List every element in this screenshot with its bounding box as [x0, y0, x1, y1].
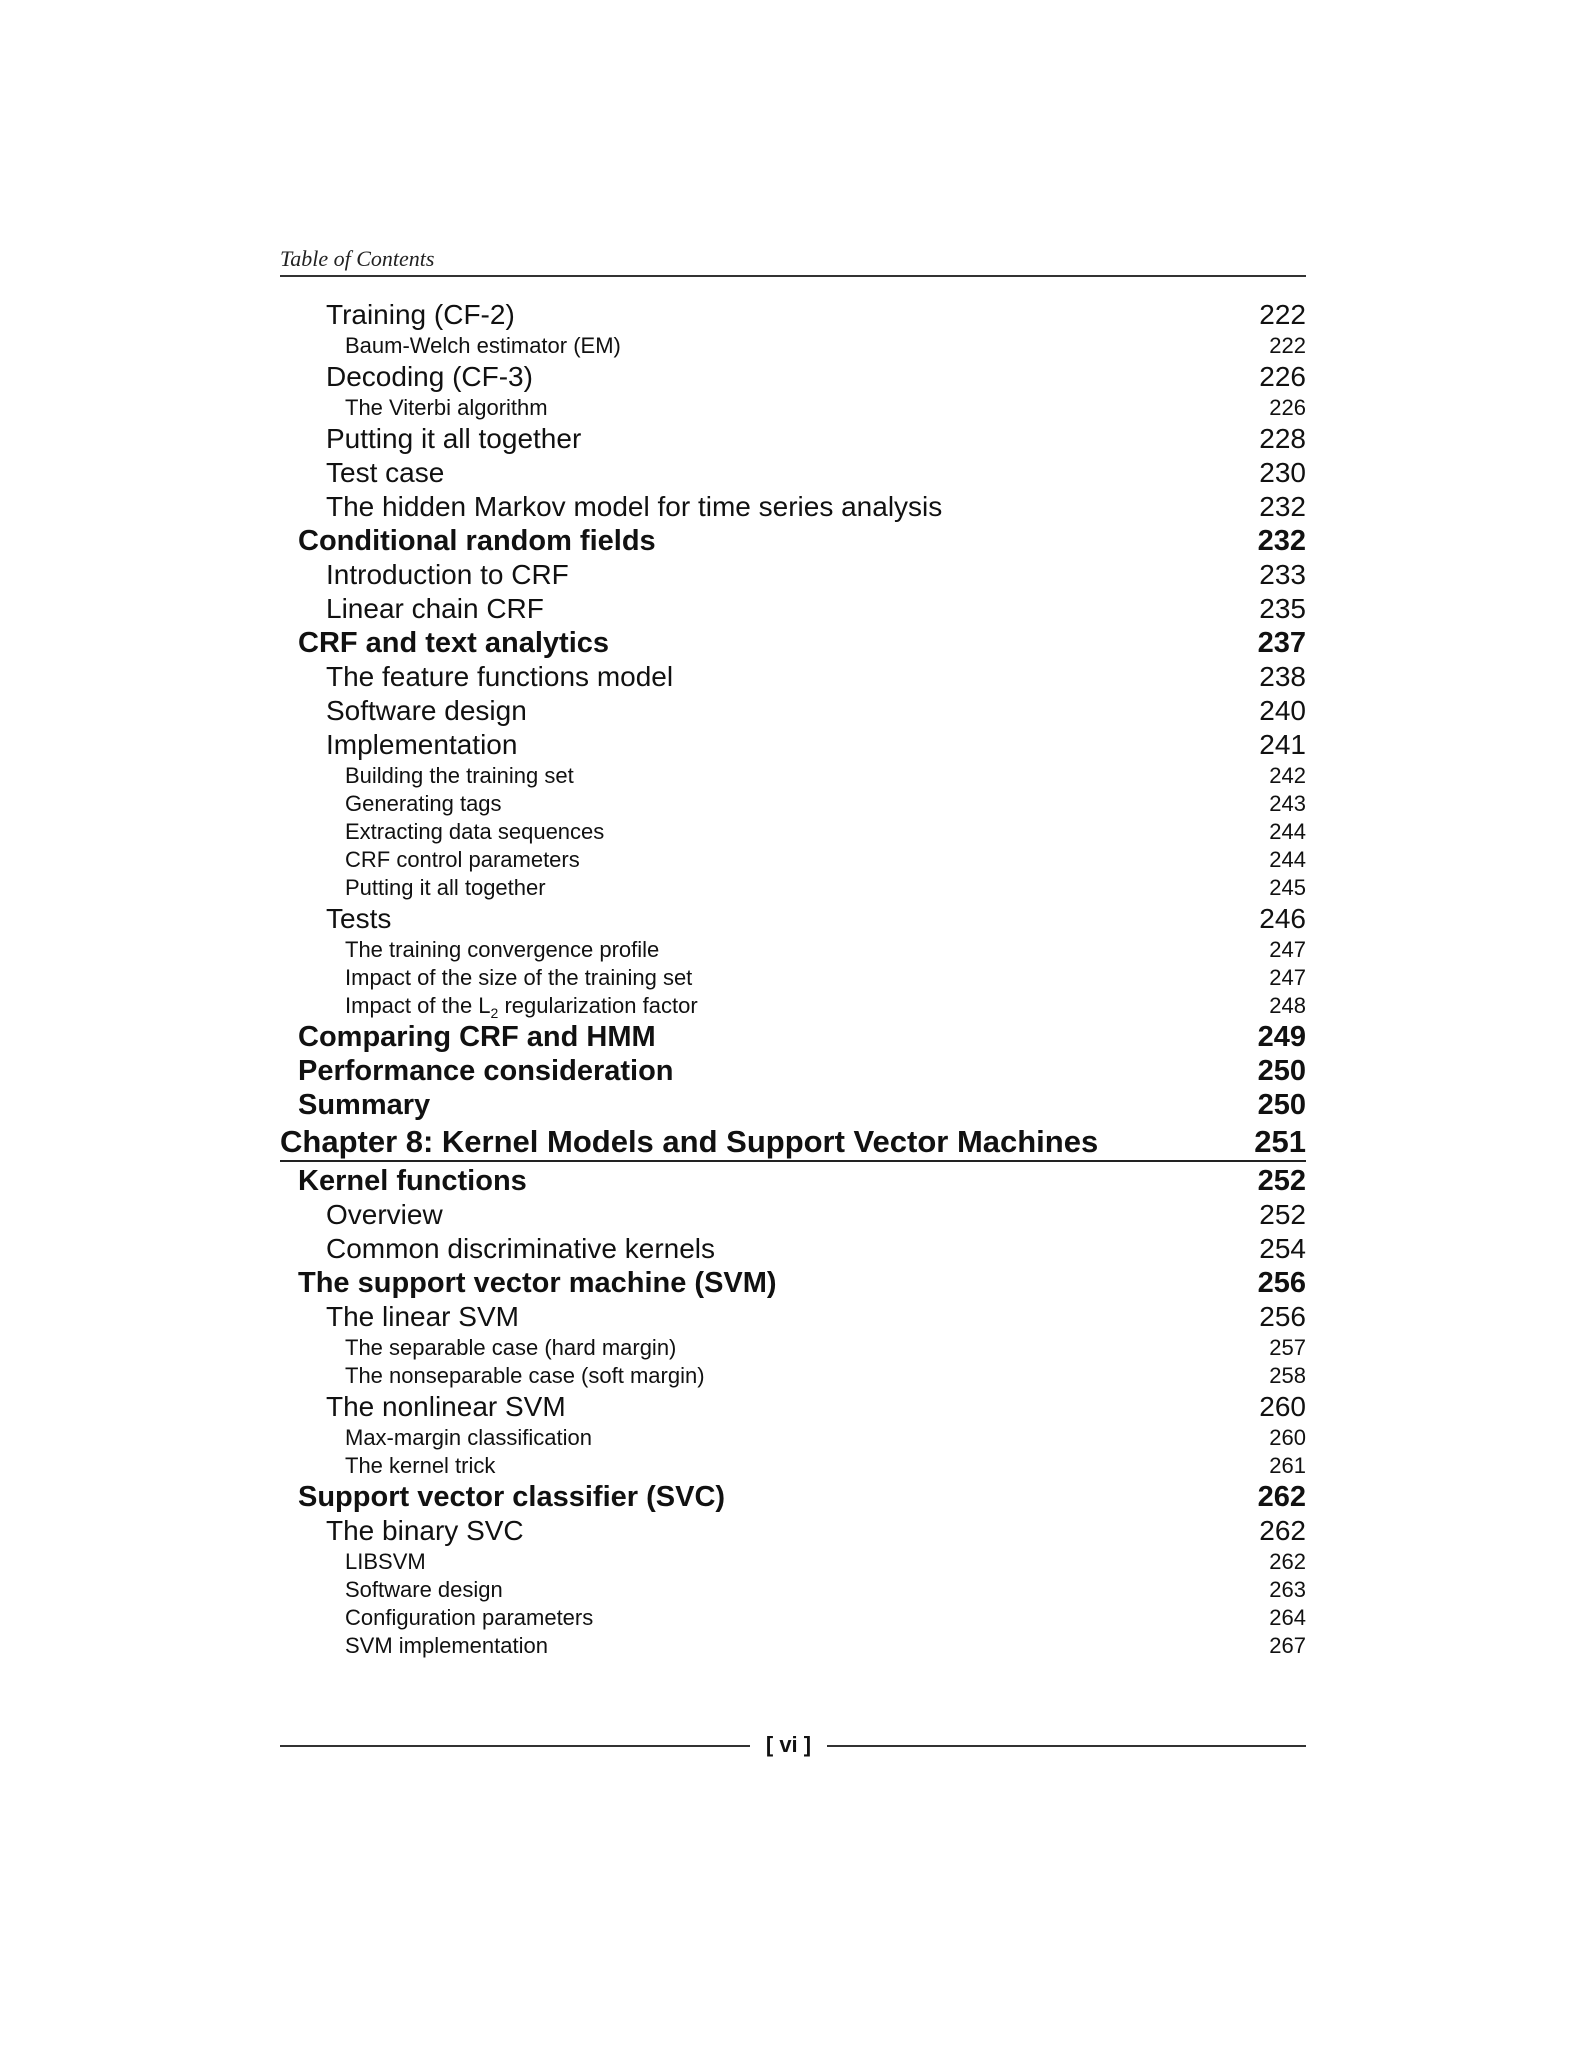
toc-entry-subsection[interactable]	[280, 902, 1306, 936]
toc-entry-section[interactable]	[280, 1164, 1306, 1198]
toc-entry-section[interactable]	[280, 1020, 1306, 1054]
toc-entry-title: Kernel functions	[298, 1165, 527, 1197]
toc-entry-title: The Viterbi algorithm	[345, 395, 548, 420]
toc-entry-page-number: 246	[1259, 903, 1306, 934]
toc-entry-subsubsection[interactable]	[280, 762, 1306, 790]
toc-entry-section[interactable]	[280, 524, 1306, 558]
toc-entry-subsubsection[interactable]	[280, 1452, 1306, 1480]
toc-entry-page-number: 243	[1269, 791, 1306, 816]
toc-entry-title: Performance consideration	[298, 1055, 674, 1087]
header-rule	[280, 275, 1306, 277]
footer-rule-left	[280, 1745, 750, 1747]
toc-entry-subsubsection[interactable]	[280, 936, 1306, 964]
toc-entry-title: Software design	[326, 695, 527, 726]
table-of-contents	[280, 298, 1306, 1660]
toc-entry-title: Overview	[326, 1199, 443, 1230]
toc-entry-title: Max-margin classification	[345, 1425, 592, 1450]
toc-entry-title: The feature functions model	[326, 661, 674, 692]
toc-entry-page-number: 254	[1259, 1233, 1306, 1264]
toc-entry-page-number: 244	[1269, 819, 1306, 844]
toc-entry-subsubsection[interactable]	[280, 964, 1306, 992]
toc-entry-chapter[interactable]	[280, 1124, 1306, 1162]
toc-entry-subsubsection[interactable]	[280, 818, 1306, 846]
toc-entry-title: Summary	[298, 1089, 431, 1121]
toc-entry-title: Training (CF-2)	[326, 299, 515, 330]
toc-entry-subsection[interactable]	[280, 1232, 1306, 1266]
toc-entry-title: Software design	[345, 1577, 503, 1602]
toc-entry-title: The separable case (hard margin)	[345, 1335, 677, 1360]
toc-entry-subsubsection[interactable]	[280, 846, 1306, 874]
toc-entry-subsection[interactable]	[280, 298, 1306, 332]
toc-entry-subsection[interactable]	[280, 1390, 1306, 1424]
document-page	[280, 0, 1306, 2048]
toc-entry-title: The kernel trick	[345, 1453, 496, 1478]
toc-entry-section[interactable]	[280, 1266, 1306, 1300]
toc-entry-page-number: 262	[1257, 1481, 1306, 1513]
toc-entry-page-number: 244	[1269, 847, 1306, 872]
toc-entry-subsection[interactable]	[280, 660, 1306, 694]
toc-entry-title: Configuration parameters	[345, 1605, 594, 1630]
toc-entry-page-number: 226	[1259, 361, 1306, 392]
toc-entry-page-number: 242	[1269, 763, 1306, 788]
toc-entry-title: Impact of the $L_2$ regularization factor	[345, 993, 698, 1021]
toc-entry-page-number: 260	[1259, 1391, 1306, 1422]
running-header: Table of Contents	[280, 246, 435, 271]
toc-entry-title: Building the training set	[345, 763, 574, 788]
toc-entry-title: Tests	[326, 903, 392, 934]
toc-entry-title: Comparing CRF and HMM	[298, 1021, 656, 1053]
toc-entry-title: Baum-Welch estimator (EM)	[345, 333, 621, 358]
toc-entry-title: Linear chain CRF	[326, 593, 544, 624]
toc-entry-title: The hidden Markov model for time series analysis	[326, 491, 943, 522]
toc-entry-title: Introduction to CRF	[326, 559, 569, 590]
toc-entry-page-number: 256	[1259, 1301, 1306, 1332]
toc-entry-subsubsection[interactable]	[280, 332, 1306, 360]
toc-entry-subsection[interactable]	[280, 422, 1306, 456]
toc-entry-page-number: 247	[1269, 965, 1306, 990]
toc-entry-title: The nonseparable case (soft margin)	[345, 1363, 705, 1388]
toc-entry-subsection[interactable]	[280, 592, 1306, 626]
toc-entry-page-number: 267	[1269, 1633, 1306, 1658]
toc-entry-page-number: 238	[1259, 661, 1306, 692]
toc-entry-page-number: 237	[1257, 627, 1306, 659]
toc-entry-page-number: 262	[1269, 1549, 1306, 1574]
toc-entry-page-number: 256	[1257, 1267, 1306, 1299]
toc-entry-title: Test case	[326, 457, 445, 488]
toc-entry-title: The training convergence profile	[345, 937, 660, 962]
toc-entry-section[interactable]	[280, 626, 1306, 660]
toc-entry-page-number: 230	[1259, 457, 1306, 488]
toc-entry-page-number: 235	[1259, 593, 1306, 624]
toc-entry-subsection[interactable]	[280, 1300, 1306, 1334]
toc-entry-page-number: 250	[1257, 1055, 1306, 1087]
toc-entry-page-number: 263	[1269, 1577, 1306, 1602]
toc-entry-subsubsection[interactable]	[280, 1548, 1306, 1576]
toc-entry-title: Impact of the size of the training set	[345, 965, 693, 990]
page-number-label: [ vi ]	[765, 1732, 812, 1757]
toc-entry-subsubsection[interactable]	[280, 874, 1306, 902]
toc-entry-subsection[interactable]	[280, 360, 1306, 394]
toc-entry-subsubsection[interactable]	[280, 992, 1306, 1020]
toc-entry-page-number: 247	[1269, 937, 1306, 962]
toc-entry-title: Extracting data sequences	[345, 819, 605, 844]
toc-entry-subsection[interactable]	[280, 558, 1306, 592]
toc-entry-page-number: 252	[1257, 1165, 1306, 1197]
toc-entry-subsection[interactable]	[280, 728, 1306, 762]
toc-entry-title: Chapter 8: Kernel Models and Support Vector Machines	[280, 1124, 1099, 1159]
toc-entry-title: LIBSVM	[345, 1549, 426, 1574]
toc-entry-page-number: 250	[1257, 1089, 1306, 1121]
page-footer	[280, 1730, 1306, 1760]
footer-rule-right	[827, 1745, 1306, 1747]
toc-entry-title: The nonlinear SVM	[326, 1391, 566, 1422]
toc-entry-page-number: 248	[1269, 993, 1306, 1018]
toc-entry-title: CRF control parameters	[345, 847, 580, 872]
toc-entry-page-number: 241	[1259, 729, 1306, 760]
toc-entry-page-number: 222	[1259, 299, 1306, 330]
toc-entry-title: The binary SVC	[326, 1515, 524, 1546]
toc-entry-page-number: 260	[1269, 1425, 1306, 1450]
toc-entry-subsubsection[interactable]	[280, 1362, 1306, 1390]
toc-entry-page-number: 228	[1259, 423, 1306, 454]
toc-entry-subsection[interactable]	[280, 1514, 1306, 1548]
toc-entry-page-number: 232	[1257, 525, 1306, 557]
toc-entry-subsubsection[interactable]	[280, 790, 1306, 818]
toc-entry-page-number: 251	[1254, 1124, 1306, 1159]
toc-entry-title: Conditional random fields	[298, 525, 656, 557]
toc-entry-page-number: 245	[1269, 875, 1306, 900]
toc-entry-title: The linear SVM	[326, 1301, 519, 1332]
toc-entry-page-number: 261	[1269, 1453, 1306, 1478]
toc-entry-page-number: 232	[1259, 491, 1306, 522]
toc-entry-page-number: 240	[1259, 695, 1306, 726]
toc-entry-section[interactable]	[280, 1480, 1306, 1514]
toc-entry-page-number: 264	[1269, 1605, 1306, 1630]
toc-entry-title: Implementation	[326, 729, 518, 760]
toc-entry-section[interactable]	[280, 1054, 1306, 1088]
toc-entry-subsubsection[interactable]	[280, 1576, 1306, 1604]
toc-entry-title: Putting it all together	[345, 875, 546, 900]
toc-entry-subsection[interactable]	[280, 456, 1306, 490]
toc-entry-title: Common discriminative kernels	[326, 1233, 716, 1264]
toc-entry-subsubsection[interactable]	[280, 1632, 1306, 1660]
toc-entry-title: CRF and text analytics	[298, 627, 610, 659]
toc-entry-title: The support vector machine (SVM)	[298, 1267, 777, 1299]
toc-entry-title: SVM implementation	[345, 1633, 548, 1658]
toc-entry-page-number: 258	[1269, 1363, 1306, 1388]
toc-entry-subsection[interactable]	[280, 490, 1306, 524]
toc-entry-page-number: 262	[1259, 1515, 1306, 1546]
toc-entry-title: Putting it all together	[326, 423, 582, 454]
toc-entry-page-number: 222	[1269, 333, 1306, 358]
toc-entry-title: Decoding (CF-3)	[326, 361, 533, 392]
toc-entry-section[interactable]	[280, 1088, 1306, 1122]
toc-entry-subsection[interactable]	[280, 694, 1306, 728]
toc-entry-title: Support vector classifier (SVC)	[298, 1481, 726, 1513]
toc-entry-page-number: 226	[1269, 395, 1306, 420]
toc-entry-subsubsection[interactable]	[280, 1334, 1306, 1362]
toc-entry-page-number: 233	[1259, 559, 1306, 590]
toc-entry-subsubsection[interactable]	[280, 1424, 1306, 1452]
toc-entry-page-number: 257	[1269, 1335, 1306, 1360]
toc-entry-page-number: 252	[1259, 1199, 1306, 1230]
toc-entry-page-number: 249	[1257, 1021, 1306, 1053]
toc-entry-subsubsection[interactable]	[280, 394, 1306, 422]
toc-entry-subsection[interactable]	[280, 1198, 1306, 1232]
toc-entry-subsubsection[interactable]	[280, 1604, 1306, 1632]
toc-entry-title: Generating tags	[345, 791, 502, 816]
